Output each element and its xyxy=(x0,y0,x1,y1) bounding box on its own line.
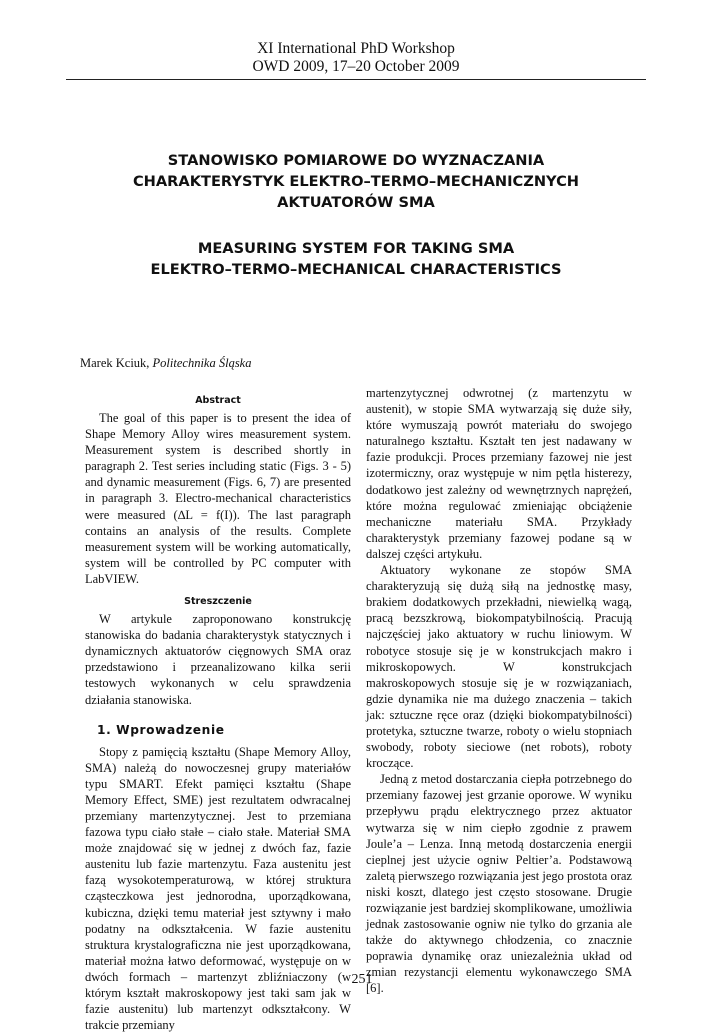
title-polish xyxy=(66,150,646,213)
section-heading: 1. Wprowadzenie xyxy=(97,722,225,737)
abstract-heading: Abstract xyxy=(195,395,241,406)
paragraph-heating: Jedną z metod dostarczania ciepła potrzebnego do przemiany fazowej jest grzanie oporowe. W wyniku przepływu prądu elektrycznego przez aktuator wytwarza się w nim ciepło zgodnie z prawem Joule’a – Lenza. Inną metodą dostarczenia energii cieplnej jest użycie ogniw Peltier’a. Podstawową zaletą pierwszego rozwiązania jest jego prostota oraz niski koszt, dlatego jest często stosowane. Drugie rozwiązanie jest bardziej skomplikowane, umożliwia jednak zastosowanie ogniw nie tylko do grzania ale także do aktywnego chłodzenia, co znacznie poprawia dynamikę oraz uniezależnia układ od zmian rezystancji elementu wykonawczego SMA [6]. xyxy=(366,772,632,996)
author-line xyxy=(80,356,251,371)
header-rule xyxy=(66,79,646,80)
page-number: 251 xyxy=(351,972,373,987)
title-english-line-2: ELEKTRO–TERMO–MECHANICAL CHARACTERISTICS xyxy=(150,261,562,278)
running-header xyxy=(66,40,646,76)
paragraph-continued: martenzytycznej odwrotnej (z martenzytu w austenit), w stopie SMA wytwarzają się duże siły, które wymuszają powrót materiału do swojego naturalnego kształtu. Kształt ten jest nadawany w fazie produkcji. Proces przemiany fazowej nie jest izotermiczny, oraz występuje w nim pętla histerezy, dodatkowo jest zależny od wewnętrznych naprężeń, które można regulować zmieniając obciążenie mechaniczne materiału SMA. Przykłady charakterystyk przemiany fazowej podane są w dalszej części artykułu. xyxy=(366,386,632,561)
title-english xyxy=(66,238,646,280)
section-paragraph: Stopy z pamięcią kształtu (Shape Memory Alloy, SMA) należą do nowoczesnej grupy materiałów typu SMART. Efekt pamięci kształtu (Shape Memory Effect, SME) jest rezultatem odwracalnej przemiany martenzytycznej. Jest to przemiana fazowa typu ciało stałe – ciało stałe. Materiał SMA może znajdować się w jednej z dwóch faz, fazie austenitu lub fazie martenzytu. Faza austenitu jest fazą wysokotemperaturową, w której struktura cząsteczkowa jest jednorodna, uporządkowana, kubiczna, dzięki temu materiał jest sztywny i mało podatny na odkształcenia. W fazie austenitu struktura krystalograficzna nie jest uporządkowana, materiał można łatwo deformować, występuje on w dwóch formach – martenzyt zbliźniaczony (w którym kształt makroskopowy jest taki sam jak w fazie austenitu) lub martenzyt odkształcony. W trakcie przemiany xyxy=(85,744,351,1033)
title-polish-line-2: CHARAKTERYSTYK ELEKTRO–TERMO–MECHANICZNYCH xyxy=(132,173,580,190)
paragraph-actuators: Aktuatory wykonane ze stopów SMA charakteryzują się dużą siłą na jednostkę masy, brakiem dodatkowych przekładni, niewielką wagą, pracą bezszkrową, biokompatybilnością. Pracują najczęściej jako aktuatory w ruchu liniowym. W robotyce stosuje się je w konstrukcjach makro i mikroskopowych. W konstrukcjach makroskopowych stosuje się je w rozwiązaniach, gdzie dynamika nie ma dużego znaczenia – takich jak: sztuczne ręce oraz (dzięki biokompatybilności) protetyka, sztuczne twarze, roboty o wielu stopniach swobody, roboty sieciowe (net robots), roboty kroczące. xyxy=(366,563,632,771)
title-english-line-1: MEASURING SYSTEM FOR TAKING SMA xyxy=(197,240,515,257)
streszczenie-text: W artykule zaproponowano konstrukcję stanowiska do badania charakterystyk statycznych i dynamicznych aktuatorów cięgnowych SMA oraz przedstawiono i przeanalizowano kilka serii testowych wykonanych w celu sprawdzenia działania stanowiska. xyxy=(85,612,351,707)
author-name: Marek Kciuk, xyxy=(80,356,150,370)
abstract-text: The goal of this paper is to present the idea of Shape Memory Alloy wires measurement system. Measurement system is described shortly in paragraph 2. Test series including static (Figs. 3 - 5) and dynamic measurement (Figs. 6, 7) are presented in paragraph 3. Electro-mechanical characteristics were measured (∆L = f(I)). The last paragraph contains an analysis of the results. Complete measurement system will be working automatically, system will be controlled by PC computer with LabVIEW. xyxy=(85,411,351,586)
streszczenie-heading: Streszczenie xyxy=(184,596,252,608)
author-affiliation: Politechnika Śląska xyxy=(152,356,252,370)
workshop-name: XI International PhD Workshop xyxy=(257,40,455,57)
left-column xyxy=(85,385,351,1033)
workshop-date: OWD 2009, 17–20 October 2009 xyxy=(252,58,460,75)
title-polish-line-1: STANOWISKO POMIAROWE DO WYZNACZANIA xyxy=(167,152,545,169)
title-polish-line-3: AKTUATORÓW SMA xyxy=(277,194,435,211)
right-column xyxy=(366,385,632,997)
